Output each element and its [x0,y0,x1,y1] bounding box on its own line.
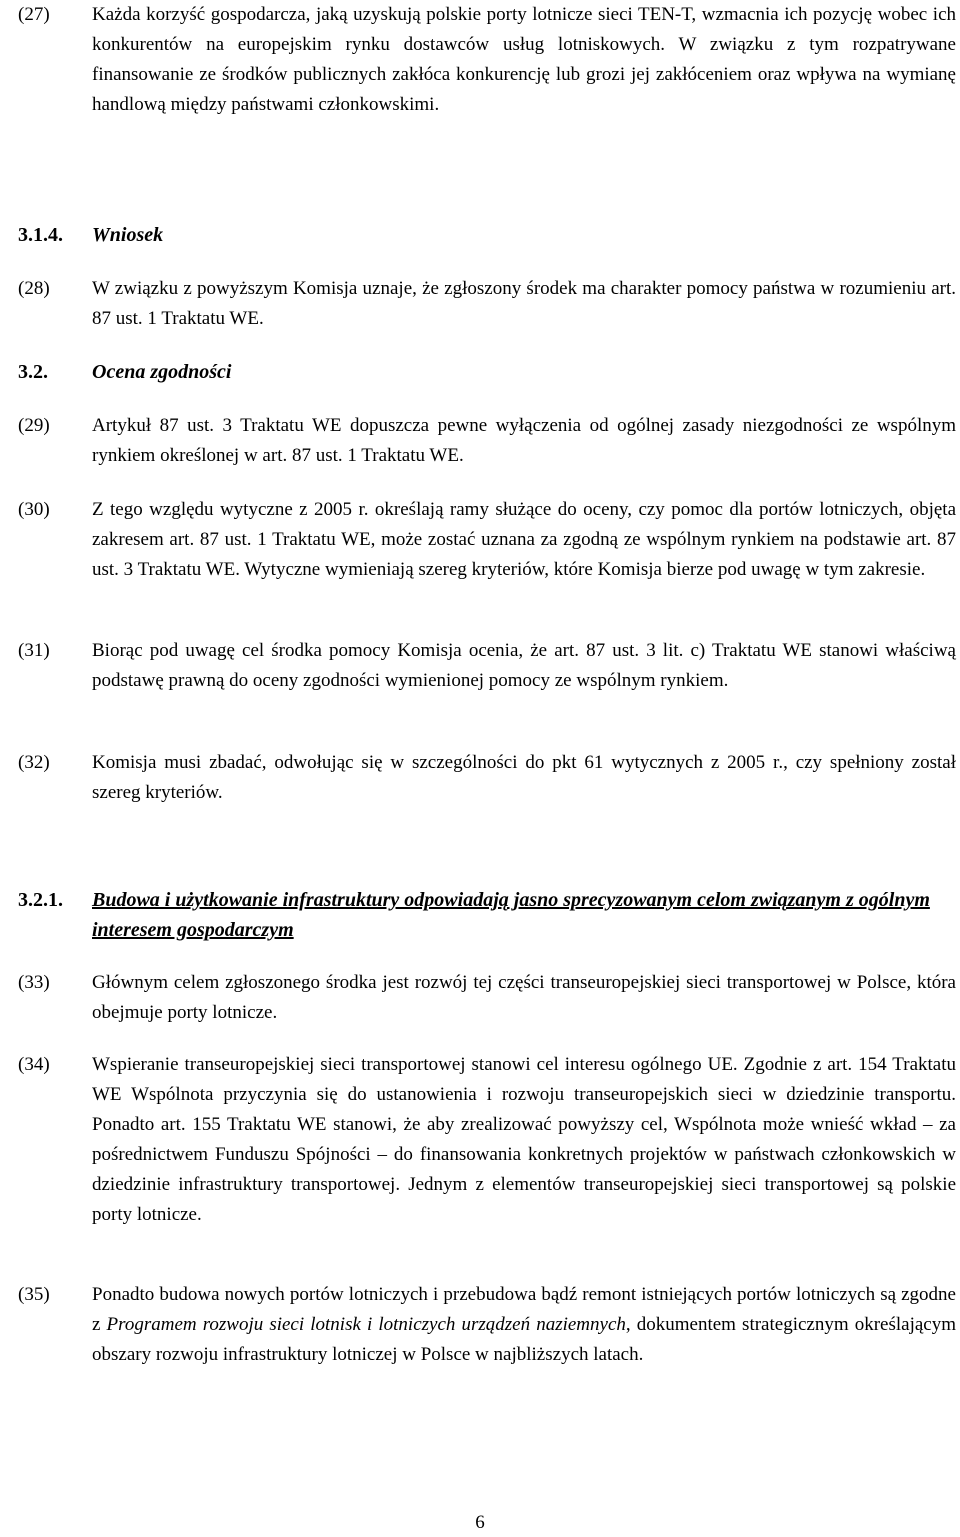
paragraph-number: (33) [18,972,50,993]
paragraph-text: W związku z powyższym Komisja uznaje, że zgłoszony środek ma charakter pomocy państwa w rozumieniu art. 87 ust. 1 Traktatu WE. [92,278,956,329]
paragraph-text: Artykuł 87 ust. 3 Traktatu WE dopuszcza pewne wyłączenia od ogólnej zasady niezgodności ze wspólnym rynkiem określonej w art. 87 ust. 1 Traktatu WE. [92,415,956,466]
section-title: Wniosek [92,224,164,246]
section-number: 3.2.1. [18,889,63,911]
paragraph-text-part: Ponadto budowa nowych portów lotniczych i przebudowa bądź remont istniejących portów lotniczych są zgodne z [92,1284,956,1335]
paragraph-text [92,1280,956,1370]
paragraph-number: (28) [18,278,50,299]
paragraph-number: (35) [18,1284,50,1305]
paragraph-text-part: , dokumentem strategicznym określającym obszary rozwoju infrastruktury lotniczej w Polsce w najbliższych latach. [92,1314,957,1365]
section-number: 3.2. [18,361,48,383]
paragraph-text: Biorąc pod uwagę cel środka pomocy Komisja ocenia, że art. 87 ust. 3 lit. c) Traktatu WE stanowi właściwą podstawę prawną do oceny zgodności wymienionej pomocy ze wspólnym rynkiem. [92,640,956,691]
section-title: Budowa i użytkowanie infrastruktury odpowiadają jasno sprecyzowanym celom związanym z ogólnym interesem gospodarczym [92,889,930,941]
page-number: 6 [475,1512,485,1533]
section-title: Ocena zgodności [92,361,232,383]
paragraph-text: Głównym celem zgłoszonego środka jest rozwój tej części transeuropejskiej sieci transportowej w Polsce, która obejmuje porty lotnicze. [92,972,956,1023]
paragraph-number: (31) [18,640,50,661]
paragraph-number: (30) [18,499,50,520]
paragraph-text: Każda korzyść gospodarcza, jaką uzyskują polskie porty lotnicze sieci TEN-T, wzmacnia ich pozycję wobec ich konkurentów na europejskim rynku dostawców usług lotniskowych. W związku z tym rozpatrywane finansowanie ze środków publicznych zakłóca konkurencję lub grozi jej zakłóceniem oraz wpływa na wymianę handlową między państwami członkowskimi. [92,4,956,115]
section-number: 3.1.4. [18,224,63,246]
paragraph-text: Wspieranie transeuropejskiej sieci transportowej stanowi cel interesu ogólnego UE. Zgodnie z art. 154 Traktatu WE Wspólnota przyczynia się do ustanowienia i rozwoju transeuropejskich sieci w dziedzinie transportu. Ponadto art. 155 Traktatu WE stanowi, że aby zrealizować powyższy cel, Wspólnota może wnieść wkład – za pośrednictwem Funduszu Spójności – do finansowania konkretnych projektów w państwach członkowskich w dziedzinie infrastruktury transportowej. Jednym z elementów transeuropejskiej sieci transportowej są polskie porty lotnicze. [92,1054,956,1225]
paragraph-number: (32) [18,752,50,773]
paragraph-number: (34) [18,1054,50,1075]
paragraph-text: Komisja musi zbadać, odwołując się w szczególności do pkt 61 wytycznych z 2005 r., czy spełniony został szereg kryteriów. [92,752,956,803]
document-title-italic: Programem rozwoju sieci lotnisk i lotniczych urządzeń naziemnych [106,1314,626,1335]
paragraph-number: (27) [18,4,50,25]
paragraph-number: (29) [18,415,50,436]
paragraph-text: Z tego względu wytyczne z 2005 r. określają ramy służące do oceny, czy pomoc dla portów lotniczych, objęta zakresem art. 87 ust. 1 Traktatu WE, może zostać uznana za zgodną ze wspólnym rynkiem na podstawie art. 87 ust. 3 Traktatu WE. Wytyczne wymieniają szereg kryteriów, które Komisja bierze pod uwagę w tym zakresie. [92,499,956,580]
